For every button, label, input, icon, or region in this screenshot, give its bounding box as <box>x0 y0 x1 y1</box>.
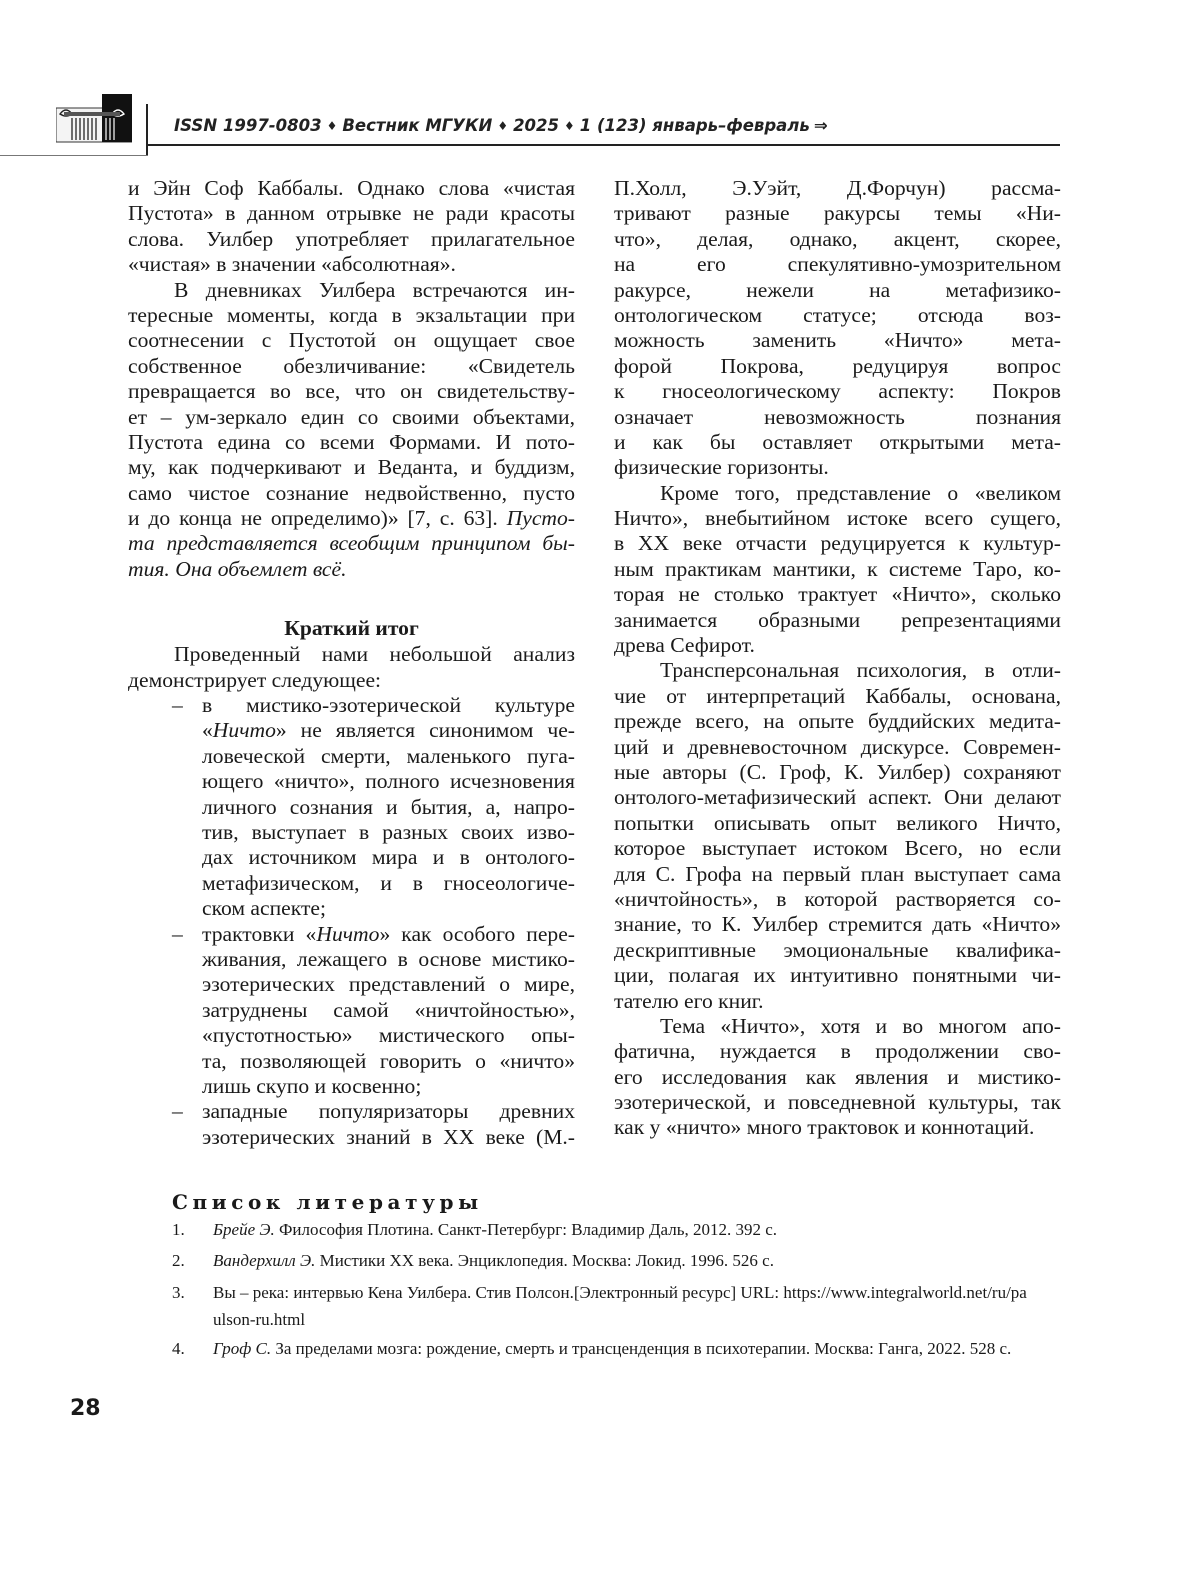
text-line: как у «ничто» много трактовок и коннотаций. <box>614 1115 1035 1140</box>
right-column <box>614 176 1061 1141</box>
text-line <box>202 718 575 743</box>
text-line: собственное обезличивание: «Свидетель <box>128 353 575 378</box>
italic-span: Пусто- <box>506 506 575 531</box>
references-title: Список литературы <box>172 1190 483 1214</box>
reference-text <box>172 1335 1032 1362</box>
text-line: само чистое сознание недвойственно, пусто <box>128 480 575 505</box>
text-line: П.Холл, Э.Уэйт, Д.Форчун) рассма- <box>614 176 1061 200</box>
header-separator: ♦ <box>564 119 575 133</box>
reference-item <box>172 1335 1032 1362</box>
reference-number: 1. <box>172 1220 185 1239</box>
text-line: му, как подчеркивают и Веданта, и буддизм, <box>128 455 575 480</box>
text-line: ловеческой смерти, маленького пуга- <box>202 743 575 768</box>
text-line: Ничто», внебытийном истоке всего сущего, <box>614 506 1061 531</box>
text-line: что», делая, однако, акцент, скорее, <box>614 226 1061 251</box>
header-issn: ISSN 1997-0803 <box>174 116 322 135</box>
text-line <box>202 922 575 947</box>
header-left-rule <box>0 155 148 156</box>
text-line: Пустота едина со всеми Формами. И пото- <box>128 429 575 454</box>
text-line: ет – ум-зеркало един со своими объектами, <box>128 404 575 429</box>
text-line: и как бы оставляет открытыми мета- <box>614 429 1061 454</box>
text-line: онтологическом статусе; отсюда воз- <box>614 302 1061 327</box>
text-line: ций и древневосточном дискурсе. Современ- <box>614 734 1061 759</box>
text-line: ным практикам мантики, к системе Таро, ко- <box>614 556 1061 581</box>
dash-bullet-icon: – <box>172 1099 183 1124</box>
text-line: Пустота» в данном отрывке не ради красоты <box>128 201 575 226</box>
text-line: дах источником мира и в онтолого- <box>202 845 575 870</box>
header-vertical-rule <box>146 104 148 156</box>
reference-item <box>172 1216 1052 1243</box>
italic-span: Ничто <box>212 718 276 743</box>
text-line: «пустотностью» мистического опы- <box>202 1023 575 1048</box>
list-item <box>128 1099 575 1150</box>
text-line: превращается во все, что он свидетельству- <box>128 379 575 404</box>
dash-bullet-icon: – <box>172 921 183 946</box>
header-journal: Вестник МГУКИ <box>342 116 493 135</box>
text-line: «чистая» в значении «абсолютная». <box>128 252 456 277</box>
text-line: тив, выступает в разных своих изво- <box>202 819 575 844</box>
header-separator: ♦ <box>326 119 338 133</box>
text-line: ные авторы (С. Гроф, К. Уилбер) сохраняют <box>614 759 1061 784</box>
text-line: эзотерической, и повседневной культуры, так <box>614 1090 1061 1115</box>
running-header <box>174 116 828 135</box>
text-line <box>128 531 575 556</box>
reference-text <box>172 1279 1032 1333</box>
reference-body: Философия Плотина. Санкт-Петербург: Владимир Даль, 2012. 392 с. <box>274 1220 778 1239</box>
dash-bullet-icon: – <box>172 693 183 718</box>
text-span: трактовки « <box>202 921 317 946</box>
text-span: » не является синонимом че- <box>275 718 575 743</box>
header-issue: 1 (123) январь–февраль <box>579 116 810 135</box>
header-rule <box>146 144 1060 146</box>
text-line: онтолого-метафизический аспект. Они делают <box>614 785 1061 810</box>
reference-number: 2. <box>172 1251 185 1270</box>
text-line: означает невозможность познания <box>614 404 1061 429</box>
text-line: В дневниках Уилбера встречаются ин- <box>174 277 575 302</box>
reference-item <box>172 1247 1052 1274</box>
header-arrow-icon: ⇒ <box>813 116 828 135</box>
text-span: « <box>202 718 213 743</box>
section-title: Краткий итог <box>284 616 419 641</box>
text-line: «ничтойность», в которой растворяется со- <box>614 886 1061 911</box>
text-line: тателю его книг. <box>614 988 764 1013</box>
reference-body: За пределами мозга: рождение, смерть и трансценденция в психотерапии. Москва: Ганга, 2022. 528 с. <box>271 1339 1012 1358</box>
text-line: можность заменить «Ничто» мета- <box>614 328 1061 353</box>
text-line: и Эйн Соф Каббалы. Однако слова «чистая <box>128 176 575 200</box>
italic-span: та представляется всеобщим принципом бы- <box>128 531 575 556</box>
text-line: тересные моменты, когда в экзальтации при <box>128 302 575 327</box>
text-line: в XX веке отчасти редуцируется к культур- <box>614 531 1061 556</box>
text-line: для С. Грофа на первый план выступает сама <box>614 861 1061 886</box>
text-line: физические горизонты. <box>614 455 829 480</box>
text-line: прежде всего, на опыте буддийских медита- <box>614 709 1061 734</box>
text-line: слова. Уилбер употребляет прилагательное <box>128 226 575 251</box>
text-line: западные популяризаторы древних <box>202 1099 575 1124</box>
text-line: личного сознания и бытия, а, напро- <box>202 794 575 819</box>
reference-number: 3. <box>172 1283 185 1302</box>
text-line: в мистико-эзотерической культуре <box>202 693 575 718</box>
page-number: 28 <box>70 1396 101 1421</box>
left-column <box>128 176 575 1150</box>
text-line <box>128 557 575 582</box>
reference-author: Брейе Э. <box>213 1220 275 1239</box>
list-item <box>128 922 575 1100</box>
text-line <box>128 506 575 531</box>
reference-text <box>172 1247 1052 1274</box>
text-line: эзотерических представлений о мире, <box>202 972 575 997</box>
text-line: его исследования как явления и мистико- <box>614 1064 1061 1089</box>
italic-span: тия. Она объемлет всё. <box>128 556 347 581</box>
text-line: Проведенный нами небольшой анализ <box>174 642 575 667</box>
text-line: ском аспекте; <box>202 896 326 921</box>
text-line: которое выступает истоком Всего, но если <box>614 836 1061 861</box>
text-line: та, позволяющей говорить о «ничто» <box>202 1048 575 1073</box>
text-line: метафизическом, и в гносеологиче- <box>202 870 575 895</box>
text-line: демонстрирует следующее: <box>128 667 382 692</box>
text-span: и до конца не определимо)» [7, с. 63]. <box>128 506 507 531</box>
text-line: соотнесении с Пустотой он ощущает свое <box>128 328 575 353</box>
text-line: к гносеологическому аспекту: Покров <box>614 379 1061 404</box>
text-line: эзотерических знаний в XX веке (М.- <box>202 1124 575 1149</box>
header-separator: ♦ <box>497 119 509 133</box>
text-line: Тема «Ничто», хотя и во многом апо- <box>660 1013 1061 1038</box>
header-year: 2025 <box>513 116 560 135</box>
text-line: тривают разные ракурсы темы «Ни- <box>614 201 1061 226</box>
text-span: » как особого пере- <box>379 921 575 946</box>
text-line: чие от интерпретаций Каббалы, основана, <box>614 683 1061 708</box>
text-line: попытки описывать опыт великого Ничто, <box>614 810 1061 835</box>
text-line: ющего «ничто», полного исчезновения <box>202 769 575 794</box>
text-line: Трансперсональная психология, в отли- <box>660 658 1061 683</box>
text-line: ции, полагая их интуитивно понятными чи- <box>614 963 1061 988</box>
text-line: фатична, нуждается в продолжении сво- <box>614 1039 1061 1064</box>
text-line: древа Сефирот. <box>614 633 755 658</box>
reference-text <box>172 1216 1052 1243</box>
reference-body: Вы – река: интервью Кена Уилбера. Стив Полсон.[Электронный ресурс] URL: https://www.integralworld.net/ru/paulson-ru.html <box>213 1283 1027 1329</box>
text-line: на его спекулятивно-умозрительном <box>614 252 1061 277</box>
text-line: лишь скупо и косвенно; <box>202 1073 422 1098</box>
text-line: дескриптивные эмоциональные квалифика- <box>614 937 1061 962</box>
text-line: знание, то К. Уилбер стремится дать «Ничто» <box>614 912 1061 937</box>
text-line: Кроме того, представление о «великом <box>660 480 1061 505</box>
reference-author: Вандерхилл Э. <box>213 1251 316 1270</box>
journal-logo-icon <box>56 94 132 150</box>
text-line: торая не столько трактует «Ничто», сколько <box>614 582 1061 607</box>
text-line: живания, лежащего в основе мистико- <box>202 946 575 971</box>
italic-span: Ничто <box>316 921 380 946</box>
text-line: ракурсе, нежели на метафизико- <box>614 277 1061 302</box>
list-item <box>128 693 575 922</box>
text-line: форой Покрова, редуцируя вопрос <box>614 353 1061 378</box>
text-line: затруднены самой «ничтойностью», <box>202 997 575 1022</box>
reference-author: Гроф С. <box>213 1339 272 1358</box>
reference-body: Мистики XX века. Энциклопедия. Москва: Локид. 1996. 526 с. <box>315 1251 774 1270</box>
text-line: занимается образными репрезентациями <box>614 607 1061 632</box>
reference-number: 4. <box>172 1339 185 1358</box>
reference-item <box>172 1279 1032 1333</box>
